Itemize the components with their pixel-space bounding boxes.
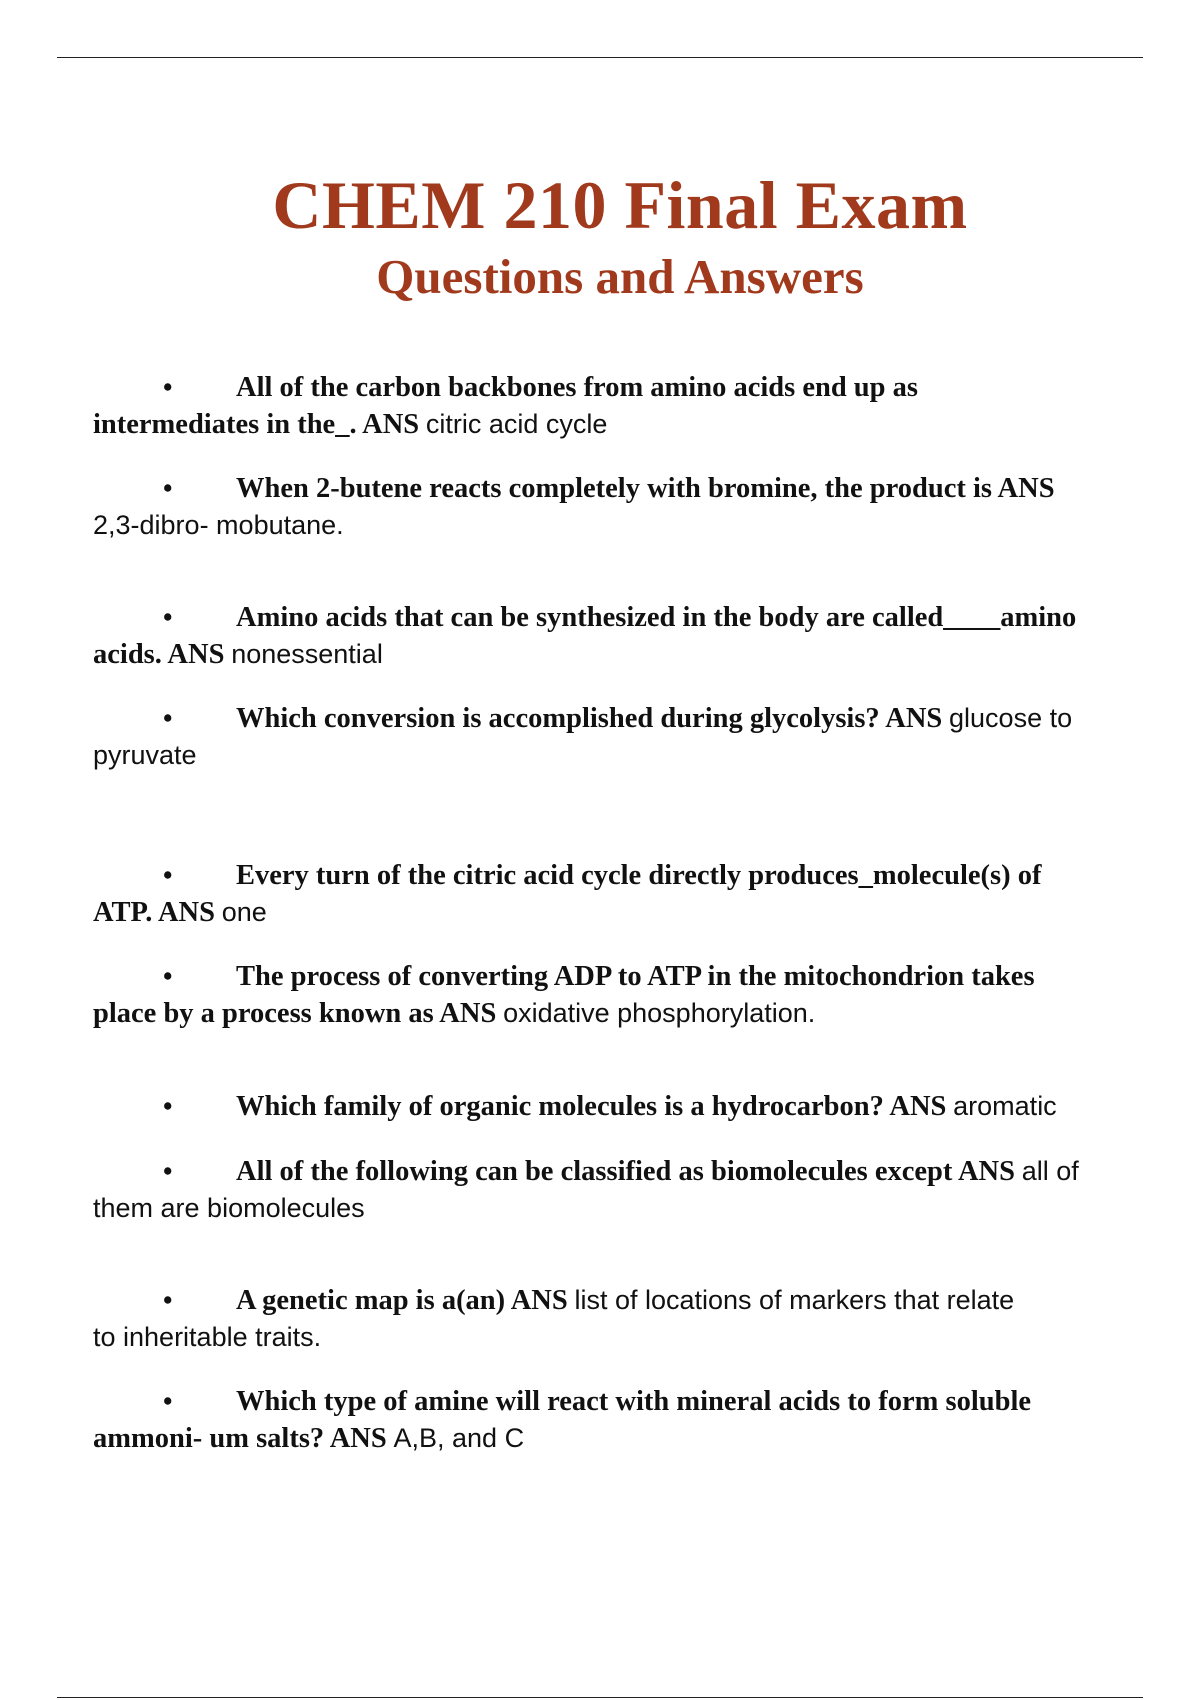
top-rule xyxy=(57,57,1143,58)
title-block xyxy=(0,165,1200,307)
bullet: • xyxy=(163,961,173,991)
answer-text-cont: pyruvate xyxy=(93,740,197,770)
bullet: • xyxy=(163,372,173,402)
qa-item-7 xyxy=(93,1088,1200,1125)
answer-text-cont: to inheritable traits. xyxy=(93,1322,322,1352)
answer-text: one xyxy=(221,897,267,927)
question-text: A genetic map is a(an) ANS xyxy=(236,1285,568,1316)
bullet: • xyxy=(163,1091,173,1121)
bullet: • xyxy=(163,1386,173,1416)
question-text-cont: ATP. ANS xyxy=(93,897,215,928)
answer-text: aromatic xyxy=(953,1091,1057,1121)
document-subtitle: Questions and Answers xyxy=(376,249,864,304)
bullet: • xyxy=(163,602,173,632)
qa-item-5 xyxy=(93,857,1200,931)
qa-item-8 xyxy=(93,1153,1200,1226)
question-text-cont: intermediates in the_. ANS xyxy=(93,409,420,440)
qa-item-2 xyxy=(93,470,1200,543)
answer-text: nonessential xyxy=(231,639,383,669)
qa-item-1 xyxy=(93,369,1200,443)
question-text: All of the carbon backbones from amino acids end up as xyxy=(236,372,918,403)
question-text: All of the following can be classified as biomolecules except ANS xyxy=(236,1156,1015,1187)
bullet: • xyxy=(163,1156,173,1186)
bottom-rule xyxy=(57,1697,1143,1698)
answer-text: list of locations of markers that relate xyxy=(574,1285,1015,1315)
qa-item-6 xyxy=(93,958,1200,1032)
answer-text: A,B, and C xyxy=(393,1423,525,1453)
question-text: Every turn of the citric acid cycle directly produces_molecule(s) of xyxy=(236,860,1042,891)
answer-text: all of xyxy=(1021,1156,1079,1186)
bullet: • xyxy=(163,1285,173,1315)
answer-text: citric acid cycle xyxy=(425,409,608,439)
question-text-cont: place by a process known as ANS xyxy=(93,998,497,1029)
question-text: Which type of amine will react with mineral acids to form soluble xyxy=(236,1386,1032,1417)
question-text: Which family of organic molecules is a hydrocarbon? ANS xyxy=(236,1091,947,1122)
qa-item-10 xyxy=(93,1383,1200,1457)
bullet: • xyxy=(163,473,173,503)
document-title: CHEM 210 Final Exam xyxy=(272,167,968,243)
question-text: The process of converting ADP to ATP in the mitochondrion takes xyxy=(236,961,1035,992)
answer-text: glucose to xyxy=(949,703,1073,733)
question-text-cont: ammoni- um salts? ANS xyxy=(93,1423,387,1454)
answer-text: 2,3-dibro- mobutane. xyxy=(93,510,344,540)
qa-item-4 xyxy=(93,700,1200,773)
question-text: When 2-butene reacts completely with bromine, the product is ANS xyxy=(236,473,1055,504)
answer-text-cont: them are biomolecules xyxy=(93,1193,365,1223)
question-text: Amino acids that can be synthesized in the body are called____amino xyxy=(236,602,1077,633)
bullet: • xyxy=(163,860,173,890)
answer-text: oxidative phosphorylation. xyxy=(503,998,816,1028)
bullet: • xyxy=(163,703,173,733)
qa-item-3 xyxy=(93,599,1200,673)
question-text: Which conversion is accomplished during glycolysis? ANS xyxy=(236,703,943,734)
question-text-cont: acids. ANS xyxy=(93,639,225,670)
qa-item-9 xyxy=(93,1282,1200,1355)
